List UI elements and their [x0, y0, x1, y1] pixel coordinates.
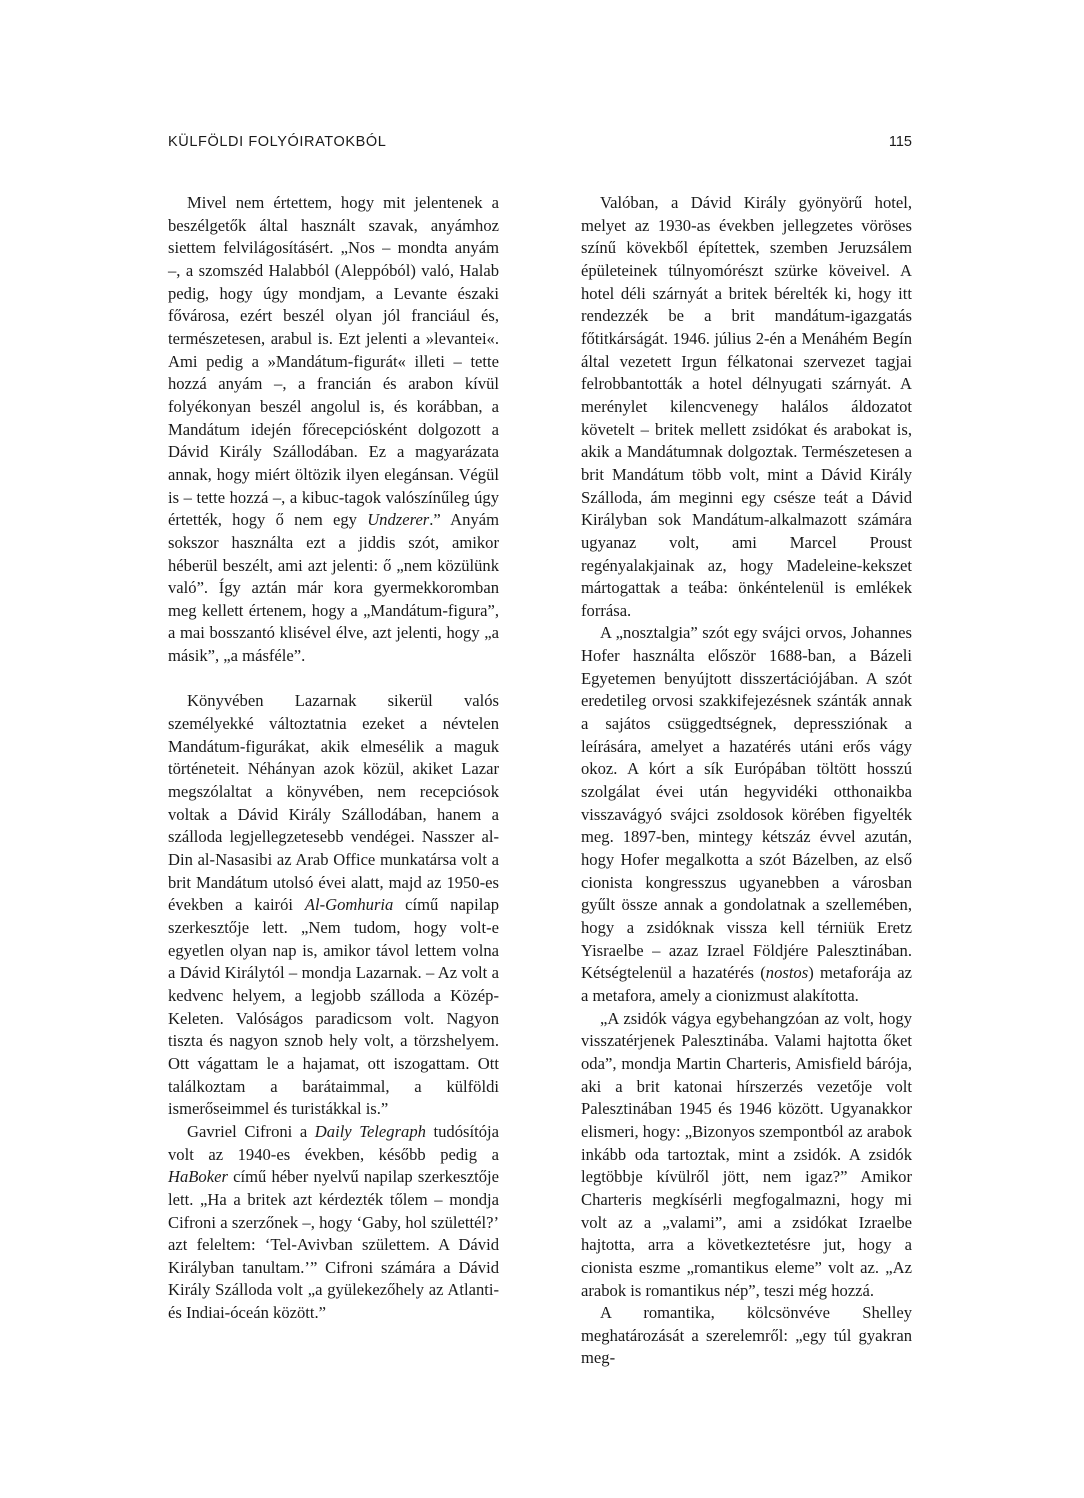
paragraph-text: ) metaforája az a metafora, amely a cionizmust alakította. — [581, 963, 912, 1005]
paragraph — [168, 1121, 499, 1325]
italic-newspaper-title: HaBoker — [168, 1167, 228, 1187]
italic-term: Undzerer — [367, 510, 430, 530]
paragraph — [168, 690, 499, 1120]
italic-newspaper-title: Daily Telegraph — [314, 1121, 426, 1141]
paragraph: Valóban, a Dávid Király gyönyörű hotel, melyet az 1930-as években jellegzetes vöröses színű kövekből építettek, szemben Jeruzsálem épületeinek túlnyomórészt szürke köveivel. A hotel déli szárnyát a britek bérelték ki, hogy itt rendezzék be a brit mandátum-igazgatás főtitkárságát. 1946. július 2-én a Menáhém Begín által vezetett Irgun félkatonai szervezet tagjai felrobbantották a hotel délnyugati szárnyát. A merénylet kilencvenegy halálos áldozatot követelt – britek mellett zsidókat és arabokat is, akik a Mandátumnak dolgoztak. Természetesen a brit Mandátum több volt, mint a Dávid Király Szálloda, ám meginni egy csésze teát a Dávid Királyban sok Mandátum-alkalmazott számára ugyanaz volt, ami Marcel Proust regényalakjainak az, hogy Madeleine-kekszet mártogattak a teába: önkéntelenül is emlékek forrása. — [581, 193, 912, 620]
paragraph — [581, 622, 912, 1007]
right-text-column — [581, 192, 912, 1370]
running-header — [168, 134, 912, 156]
paragraph-text: Gavriel Cifroni a — [187, 1121, 315, 1141]
left-text-column — [168, 192, 499, 1325]
paragraph-text: A „nosztalgia” szót egy svájci orvos, Johannes Hofer használta először 1688-ban, a Bázeli Egyetemen benyújtott disszertációjában. A szót eredetileg orvosi szakkifejezésnek szánták annak a sajátos csüggedtségnek, depressziónak a leírására, amelyet a hazatérés utáni erős vágy okoz. A kórt a sík Európában töltött hosszú szolgálat évei után hegyvidéki otthonaikba visszavágyó svájci zsoldosok körében figyelték meg. 1897-ben, mintegy kétszáz évvel azután, hogy Hofer megalkotta a szót Bázelben, az első cionista kongresszus ugyanebben a városban gyűlt össze annak a gondolatnak a szellemében, hogy a zsidóknak vissza kell térniük Eretz Yisraelbe – azaz Izrael Földjére Palesztinában. Kétségtelenül a hazatérés ( — [581, 623, 912, 983]
paragraph — [168, 192, 499, 668]
paragraph-text: című héber nyelvű napilap szerkesztője lett. „Ha a britek azt kérdezték tőlem – mondja Cifroni a szerzőnek –, hogy ‘Gaby, hol születtél?’ azt feleltem: ‘Tel-Avivban születtem. A Dávid Királyban tanultam.’” Cifroni számára a Dávid Király Szálloda volt „a gyülekezőhely az Atlanti- és Indiai-óceán között.” — [168, 1167, 499, 1323]
paragraph: A romantika, kölcsönvéve Shelley meghatározását a szerelemről: „egy túl gyakran meg- — [581, 1303, 912, 1368]
paragraph-text: Könyvében Lazarnak sikerül valós személyekké változtatnia ezeket a névtelen Mandátum-figurákat, akik elmesélik a maguk történeteit. Néhányan azok közül, akiket Lazar megszólaltat a könyvében, nem recepciósok voltak a Dávid Király Szállodában, hanem a szálloda legjellegzetesebb vendégei. Nasszer al-Din al-Nasasibi az Arab Office munkatársa volt a brit Mandátum utolsó évei alatt, majd az 1950-es években a kairói — [168, 691, 499, 915]
italic-newspaper-title: Al-Gomhuria — [304, 895, 394, 915]
paragraph-text: című napilap szerkesztője lett. „Nem tudom, hogy volt-e egyetlen olyan nap is, amikor távol lettem volna a Dávid Királytól – mondja Lazarnak. – Az volt a kedvenc helyem, a legjobb szálloda a Közép-Keleten. Valóságos paradicsom volt. Nagyon tiszta és nagyon sznob hely volt, a törzshelyem. Ott vágattam le a hajamat, ott iszogattam. Ott találkoztam a barátaimmal, a külföldi ismerőseimmel és turistákkal is.” — [168, 895, 499, 1119]
journal-section-title: KÜLFÖLDI FOLYÓIRATOKBÓL — [168, 134, 387, 150]
paragraph-text: tudósítója volt az 1940-es években, később pedig a — [168, 1121, 499, 1164]
paragraph: „A zsidók vágya egybehangzóan az volt, hogy visszatérjenek Palesztinába. Valami hajtotta őket oda”, mondja Martin Charteris, Amisfield bárója, aki a brit katonai hírszerzés vezetője volt Palesztinában 1945 és 1946 között. Ugyanakkor elismeri, hogy: „Bizonyos szempontból az arabok inkább oda tartoztak, mint a zsidók. A zsidók legtöbbje kívülről jött, nem igaz?” Amikor Charteris megkísérli megfogalmazni, hogy mi volt az a „valami”, ami a zsidókat Izraelbe hajtotta, arra a következtetésre jut, hogy a cionista eszme „romantikus eleme” volt az. „Az arabok is romantikus nép”, teszi még hozzá. — [581, 1008, 912, 1300]
paragraph-text: .” Anyám sokszor használta ezt a jiddis szót, amikor héberül beszélt, ami azt jelenti: ő „nem közülünk való”. Így aztán már kora gyermekkoromban meg kellett értenem, hogy a „Mandátum-figura”, a mai bosszantó klisével élve, azt jelenti, hogy „a másik”, „a másféle”. — [168, 510, 499, 666]
page-number: 115 — [888, 134, 912, 150]
paragraph-text: Mivel nem értettem, hogy mit jelentenek a beszélgetők által használt szavak, anyámhoz siettem felvilágosításért. „Nos – mondta anyám –, a szomszéd Halabból (Aleppóból) való, Halab pedig, hogy úgy mondjam, a Levante északi fővárosa, ezért beszél olyan jól franciául és, természetesen, arabul is. Ezt jelenti a »levantei«. Ami pedig a »Mandátum-figurát« illeti – tette hozzá anyám –, a francián és arabon kívül folyékonyan beszél angolul is, és korábban, a Mandátum idején főrecepciósként dolgozott a Dávid Király Szállodában. Ez a magyarázata annak, hogy miért öltözik ilyen elegánsan. Végül is – tette hozzá –, a kibuc-tagok valószínűleg úgy értették, hogy ő nem egy — [168, 193, 499, 530]
italic-term: nostos — [765, 963, 809, 983]
